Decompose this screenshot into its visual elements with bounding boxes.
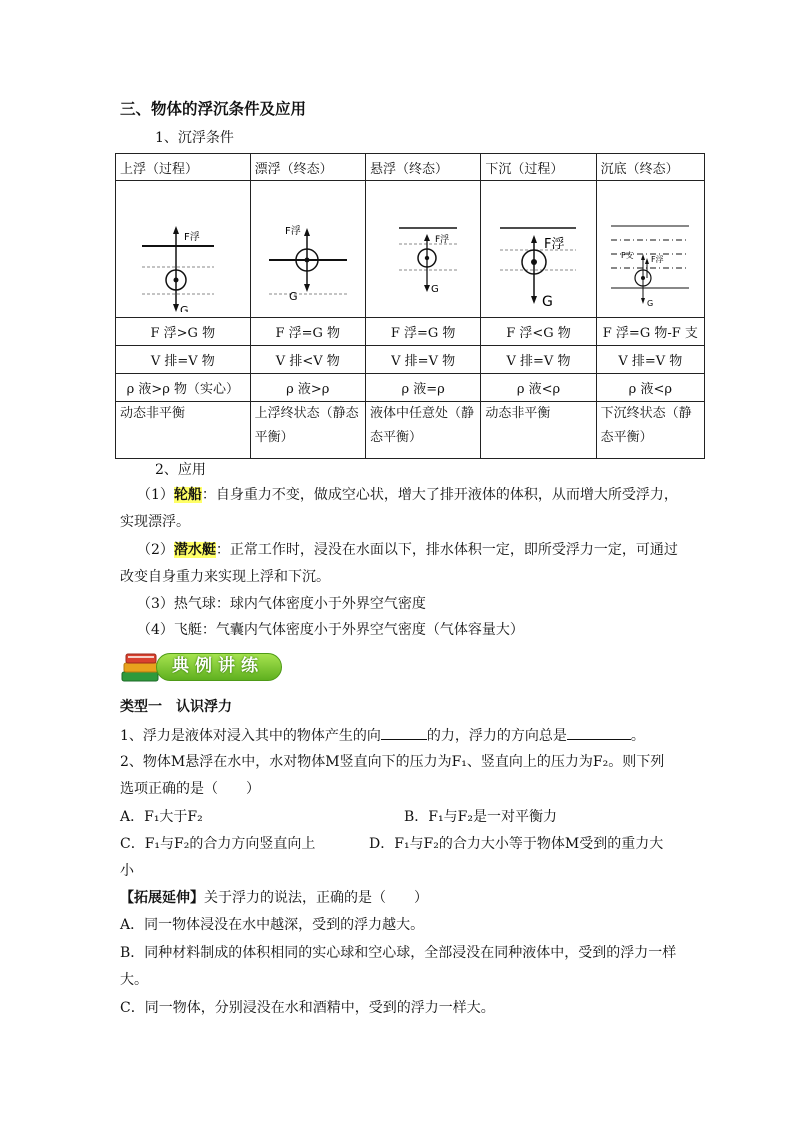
app-ship-key: 轮船 — [173, 487, 202, 503]
fig-label-g: G — [430, 284, 439, 295]
fig-label-g: G — [647, 299, 654, 308]
header-bottom: 沉底（终态） — [596, 154, 704, 181]
volume-suspend: V 排=V 物 — [365, 346, 480, 374]
header-suspend: 悬浮（终态） — [365, 154, 480, 181]
fig-label-g: G — [541, 294, 553, 310]
density-bottom: ρ 液<ρ — [596, 374, 704, 402]
volume-rise: V 排=V 物 — [116, 346, 251, 374]
app-submarine-cont: 改变自身重力来实现上浮和下沉。 — [120, 569, 330, 585]
fig-label-f: F浮 — [651, 255, 664, 264]
ext-option-b: B．同种材料制成的体积相同的实心球和空心球，全部浸没在同种液体中，受到的浮力一样 — [120, 945, 677, 961]
extension-label: 【拓展延伸】 — [120, 890, 204, 906]
subsection-conditions: 1、沉浮条件 — [155, 130, 234, 146]
figure-bottom — [596, 181, 704, 318]
question-2: 2、物体M悬浮在水中，水对物体M竖直向下的压力为F₁、竖直向上的压力为F₂。则下列 — [120, 754, 665, 770]
answer-blank-2[interactable] — [567, 725, 631, 740]
force-bottom: F 浮=G 物-F 支 — [596, 318, 704, 346]
figure-float — [250, 181, 365, 318]
type-heading: 类型一 认识浮力 — [120, 699, 232, 715]
examples-banner — [120, 650, 282, 682]
header-float: 漂浮（终态） — [250, 154, 365, 181]
q2-option-a: A．F₁大于F₂ — [120, 809, 203, 825]
force-float: F 浮=G 物 — [250, 318, 365, 346]
q2-option-c: C．F₁与F₂的合力方向竖直向上 — [120, 836, 316, 852]
figure-sink — [481, 181, 596, 318]
section-title: 三、物体的浮沉条件及应用 — [120, 99, 307, 118]
header-rise: 上浮（过程） — [116, 154, 251, 181]
answer-blank-1[interactable] — [381, 725, 427, 740]
app-airship: （4）飞艇：气囊内气体密度小于外界空气密度（气体容量大） — [137, 622, 524, 638]
banner-title: 典例讲练 — [172, 656, 264, 676]
figure-suspend — [365, 181, 480, 318]
force-sink: F 浮<G 物 — [481, 318, 596, 346]
fig-label-f: F浮 — [285, 226, 302, 237]
header-sink: 下沉（过程） — [481, 154, 596, 181]
app-submarine-key: 潜水艇 — [173, 542, 216, 558]
state-rise: 动态非平衡 — [116, 402, 251, 459]
app-ship: （1）轮船：自身重力不变，做成空心状，增大了排开液体的体积，从而增大所受浮力， — [137, 487, 678, 503]
density-sink: ρ 液<ρ — [481, 374, 596, 402]
float-sink-table — [115, 153, 705, 459]
volume-bottom: V 排=V 物 — [596, 346, 704, 374]
subsection-applications: 2、应用 — [155, 462, 206, 478]
q2-option-d-cont: 小 — [120, 863, 134, 879]
fig-label-g: G — [179, 304, 189, 312]
question-2-cont: 选项正确的是（ ） — [120, 781, 260, 797]
q2-option-d: D．F₁与F₂的合力大小等于物体M受到的重力大 — [369, 836, 664, 852]
density-float: ρ 液>ρ — [250, 374, 365, 402]
state-suspend: 液体中任意处（静态平衡） — [365, 402, 480, 459]
ext-option-c: C．同一物体，分别浸没在水和酒精中，受到的浮力一样大。 — [120, 1000, 495, 1016]
state-bottom: 下沉终状态（静态平衡） — [596, 402, 704, 459]
state-float: 上浮终状态（静态平衡） — [250, 402, 365, 459]
ext-option-a: A．同一物体浸没在水中越深，受到的浮力越大。 — [120, 917, 425, 933]
volume-sink: V 排=V 物 — [481, 346, 596, 374]
density-suspend: ρ 液=ρ — [365, 374, 480, 402]
density-rise: ρ 液>ρ 物（实心） — [116, 374, 251, 402]
fig-label-f: F浮 — [543, 237, 565, 252]
ext-option-b-cont: 大。 — [120, 972, 148, 988]
fig-label-f: F浮 — [434, 235, 449, 245]
fig-label-g: G — [289, 290, 298, 303]
volume-float: V 排<V 物 — [250, 346, 365, 374]
app-ship-cont: 实现漂浮。 — [120, 514, 190, 530]
figure-rise — [116, 181, 251, 318]
question-1: 1、浮力是液体对浸入其中的物体产生的向 的力，浮力的方向总是 。 — [120, 725, 645, 746]
force-suspend: F 浮=G 物 — [365, 318, 480, 346]
fig-label-f-support: F支 — [621, 251, 634, 260]
state-sink: 动态非平衡 — [481, 402, 596, 459]
q2-option-b: B．F₁与F₂是一对平衡力 — [404, 809, 557, 825]
extension-question: 【拓展延伸】关于浮力的说法，正确的是（ ） — [120, 890, 428, 906]
app-submarine: （2）潜水艇：正常工作时，浸没在水面以下，排水体积一定，即所受浮力一定，可通过 — [137, 542, 678, 558]
fig-label-f: F浮 — [183, 232, 200, 243]
force-rise: F 浮>G 物 — [116, 318, 251, 346]
app-balloon: （3）热气球：球内气体密度小于外界空气密度 — [137, 596, 426, 612]
